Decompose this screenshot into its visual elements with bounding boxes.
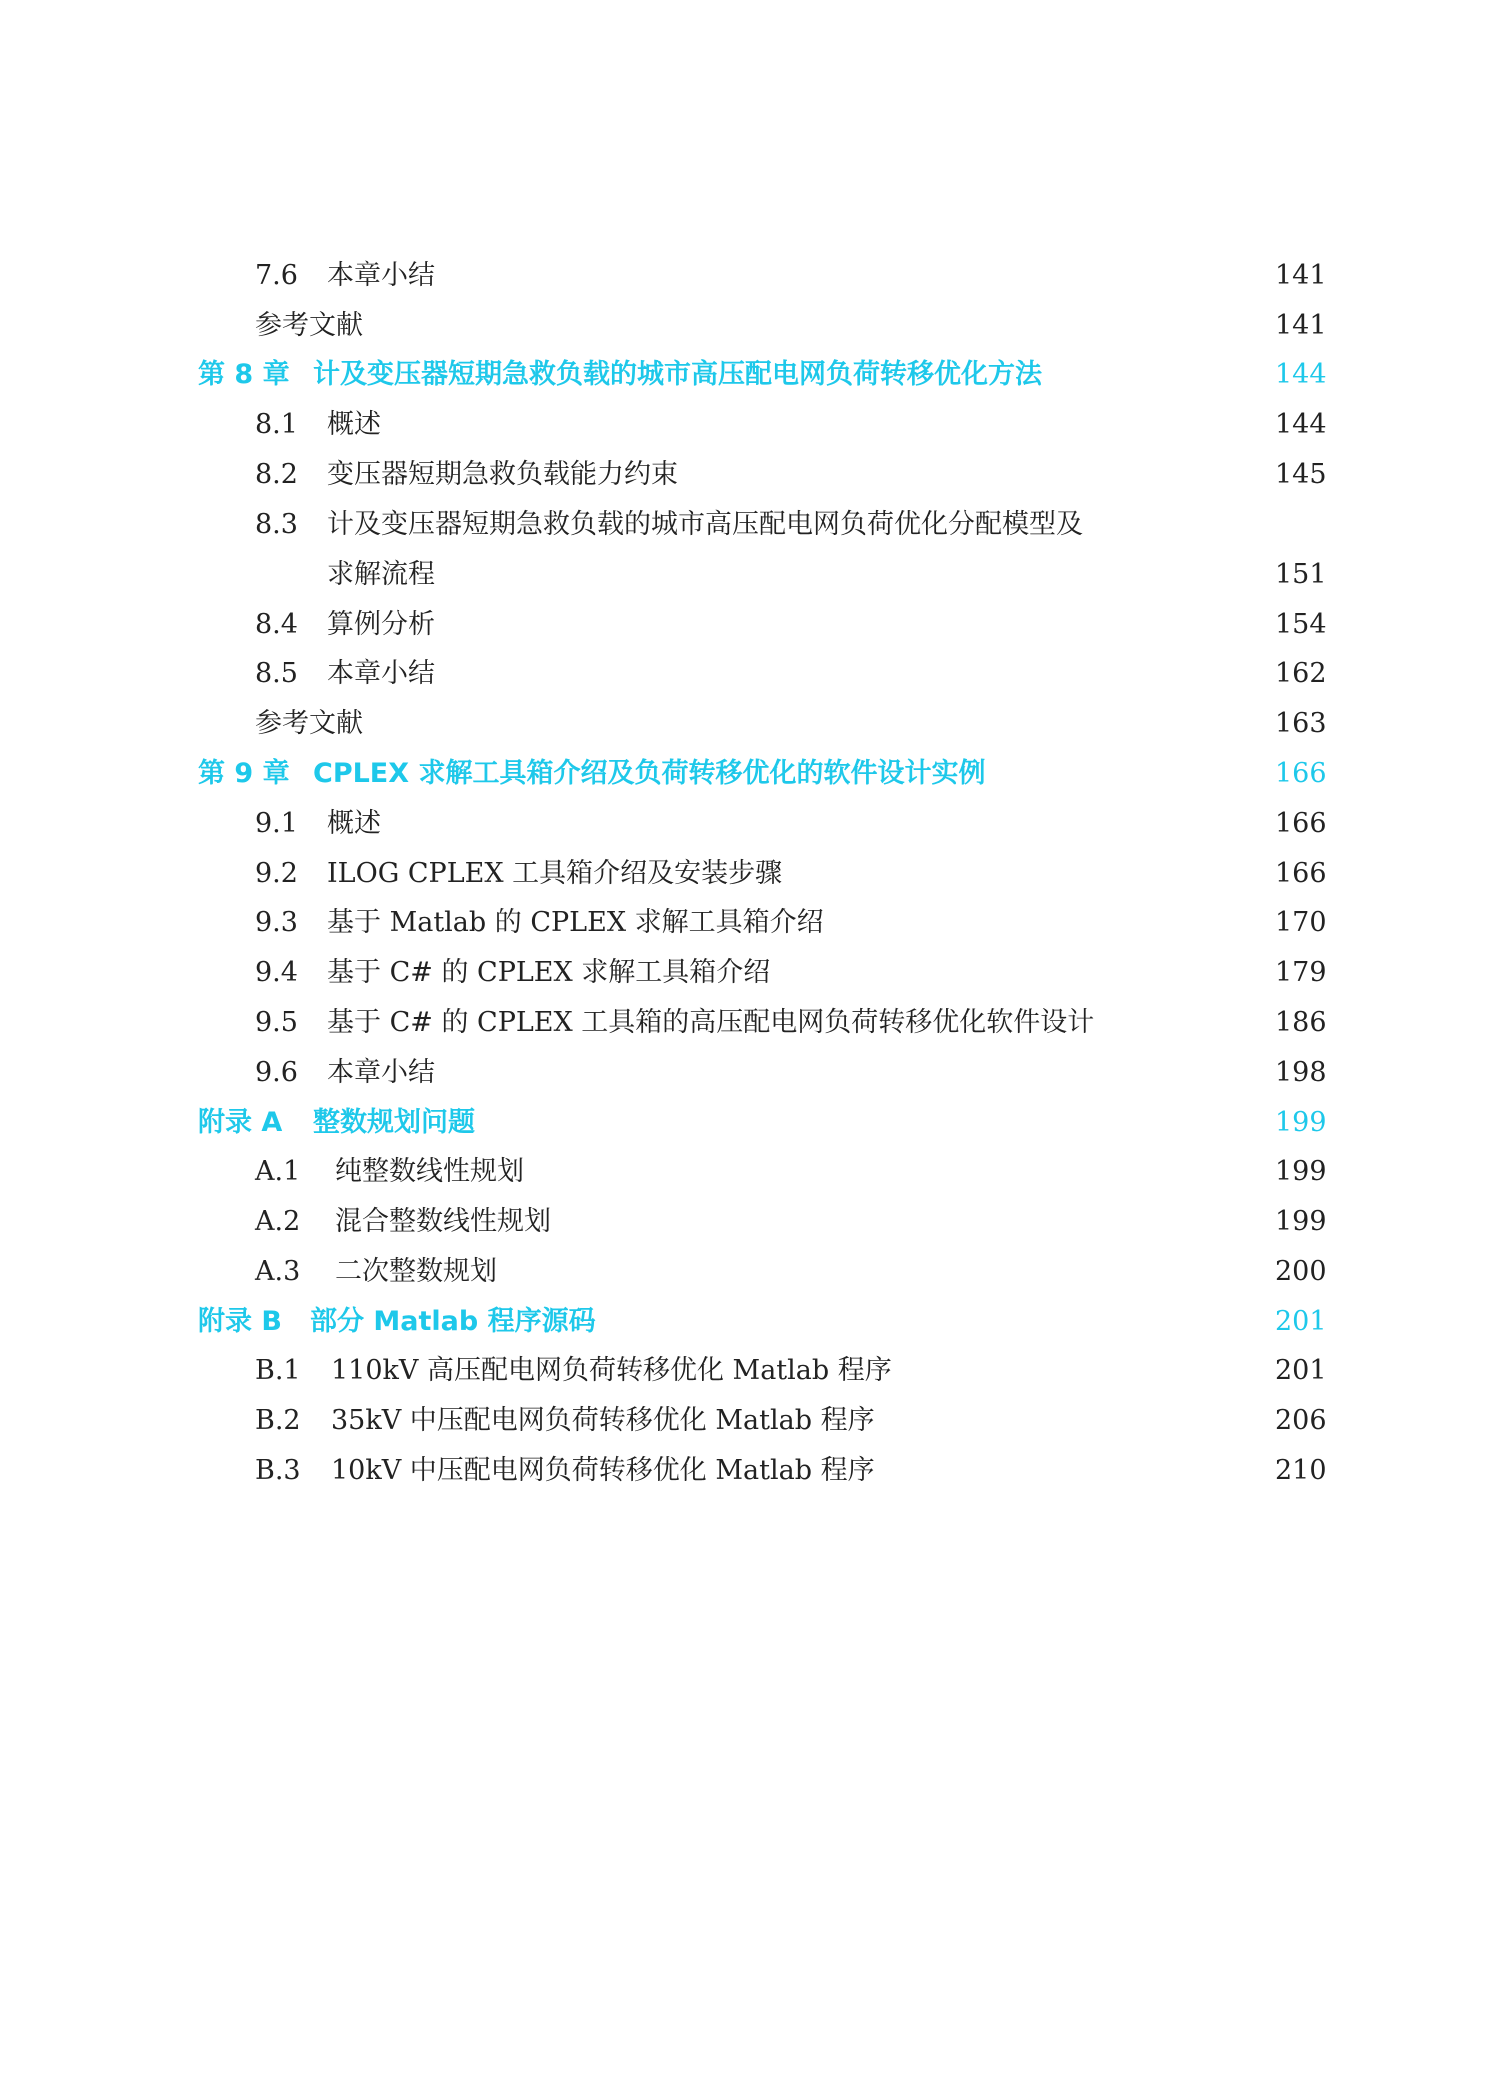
page-number: 200 — [1275, 1256, 1327, 1287]
section-number: 8.3 — [255, 509, 298, 540]
section-number: 9.2 — [255, 858, 298, 889]
leader-dots — [606, 1299, 1259, 1345]
section-number: A.1 — [255, 1156, 301, 1187]
section-number: 9.6 — [255, 1057, 298, 1088]
section-number: 8.5 — [255, 658, 298, 689]
toc-entry-b-1[interactable] — [255, 1348, 1327, 1394]
page-number: 141 — [1275, 310, 1327, 341]
page-number: 166 — [1275, 758, 1327, 789]
toc-entry-8-5[interactable] — [255, 651, 1327, 697]
toc-entry-9-6[interactable] — [255, 1050, 1327, 1096]
toc-entry-b-2[interactable] — [255, 1398, 1327, 1444]
leader-dots — [445, 552, 1259, 598]
leader-dots — [445, 651, 1259, 697]
toc-entry-9-4[interactable] — [255, 950, 1327, 996]
section-title: 参考文献 — [255, 708, 363, 739]
section-title: 本章小结 — [327, 658, 435, 689]
leader-dots — [1104, 1000, 1259, 1046]
leader-dots — [792, 851, 1259, 897]
chapter-title: 整数规划问题 — [313, 1107, 475, 1138]
section-title: 110kV 高压配电网负荷转移优化 Matlab 程序 — [331, 1355, 892, 1386]
toc-entry-a-2[interactable] — [255, 1199, 1327, 1245]
page-number: 206 — [1275, 1405, 1327, 1436]
section-number: 9.5 — [255, 1007, 298, 1038]
page-number: 151 — [1275, 559, 1327, 590]
chapter-number: 第 9 章 — [198, 758, 290, 789]
chapter-number: 附录 A — [198, 1107, 283, 1138]
leader-dots — [373, 303, 1259, 349]
section-number: 8.2 — [255, 459, 298, 490]
leader-dots — [834, 900, 1259, 946]
toc-chapter-9[interactable] — [198, 751, 1327, 797]
toc-entry-references-ch7[interactable] — [255, 303, 1327, 349]
toc-entry-9-2[interactable] — [255, 851, 1327, 897]
section-number: 8.4 — [255, 609, 298, 640]
toc-entry-9-1[interactable] — [255, 801, 1327, 847]
toc-entry-8-4[interactable] — [255, 602, 1327, 648]
page-number: 210 — [1275, 1455, 1327, 1486]
toc-appendix-a[interactable] — [198, 1100, 1327, 1146]
toc-entry-8-3-continuation[interactable] — [327, 552, 1327, 598]
page-number: 144 — [1275, 359, 1327, 390]
page-number: 201 — [1275, 1306, 1327, 1337]
section-title: 概述 — [327, 409, 381, 440]
toc-entry-8-2[interactable] — [255, 452, 1327, 498]
section-title: 二次整数规划 — [335, 1256, 497, 1287]
toc-entry-a-1[interactable] — [255, 1149, 1327, 1195]
page-number: 162 — [1275, 658, 1327, 689]
section-number: 9.3 — [255, 907, 298, 938]
section-number: 9.1 — [255, 808, 298, 839]
page-number: 198 — [1275, 1057, 1327, 1088]
section-title: 基于 C# 的 CPLEX 求解工具箱介绍 — [327, 957, 771, 988]
page-number: 170 — [1275, 907, 1327, 938]
section-number: A.2 — [255, 1206, 301, 1237]
page-number: 141 — [1275, 260, 1327, 291]
section-title: 10kV 中压配电网负荷转移优化 Matlab 程序 — [331, 1455, 875, 1486]
leader-dots — [995, 751, 1259, 797]
chapter-title: 部分 Matlab 程序源码 — [310, 1306, 596, 1337]
leader-dots — [485, 1100, 1259, 1146]
section-title: 参考文献 — [255, 310, 363, 341]
section-title: ILOG CPLEX 工具箱介绍及安装步骤 — [327, 858, 783, 889]
toc-entry-8-1[interactable] — [255, 402, 1327, 448]
page-number: 163 — [1275, 708, 1327, 739]
section-title: 概述 — [327, 808, 381, 839]
leader-dots — [391, 801, 1259, 847]
section-number: A.3 — [255, 1256, 301, 1287]
leader-dots — [507, 1249, 1259, 1295]
toc-entry-8-3[interactable] — [255, 502, 1321, 548]
section-title: 本章小结 — [327, 1057, 435, 1088]
section-number: 7.6 — [255, 260, 298, 291]
page-number: 154 — [1275, 609, 1327, 640]
leader-dots — [445, 1050, 1259, 1096]
leader-dots — [561, 1199, 1259, 1245]
toc-entry-references-ch8[interactable] — [255, 701, 1327, 747]
chapter-number: 附录 B — [198, 1306, 282, 1337]
section-title: 算例分析 — [327, 609, 435, 640]
chapter-title: CPLEX 求解工具箱介绍及负荷转移优化的软件设计实例 — [313, 758, 986, 789]
page-number: 145 — [1275, 459, 1327, 490]
leader-dots — [1052, 352, 1259, 398]
chapter-title: 计及变压器短期急救负载的城市高压配电网负荷转移优化方法 — [313, 359, 1042, 390]
section-number: 8.1 — [255, 409, 298, 440]
section-title: 计及变压器短期急救负载的城市高压配电网负荷优化分配模型及 — [327, 509, 1083, 540]
page-number: 166 — [1275, 858, 1327, 889]
toc-entry-a-3[interactable] — [255, 1249, 1327, 1295]
page-number: 199 — [1275, 1107, 1327, 1138]
section-title: 35kV 中压配电网负荷转移优化 Matlab 程序 — [331, 1405, 875, 1436]
section-number: B.2 — [255, 1405, 301, 1436]
leader-dots — [902, 1348, 1259, 1394]
section-title: 纯整数线性规划 — [335, 1156, 524, 1187]
section-number: 9.4 — [255, 957, 298, 988]
page-number: 199 — [1275, 1206, 1327, 1237]
section-number: B.1 — [255, 1355, 301, 1386]
leader-dots — [445, 253, 1259, 299]
page-number: 166 — [1275, 808, 1327, 839]
section-title: 变压器短期急救负载能力约束 — [327, 459, 678, 490]
leader-dots — [885, 1398, 1259, 1444]
page-number: 179 — [1275, 957, 1327, 988]
leader-dots — [445, 602, 1259, 648]
section-number: B.3 — [255, 1455, 301, 1486]
leader-dots — [780, 950, 1259, 996]
section-title: 求解流程 — [327, 559, 435, 590]
page-number: 201 — [1275, 1355, 1327, 1386]
leader-dots — [373, 701, 1259, 747]
section-title: 本章小结 — [327, 260, 435, 291]
page-number: 186 — [1275, 1007, 1327, 1038]
toc-entry-9-3[interactable] — [255, 900, 1327, 946]
chapter-number: 第 8 章 — [198, 359, 290, 390]
section-title: 混合整数线性规划 — [335, 1206, 551, 1237]
page-number: 144 — [1275, 409, 1327, 440]
leader-dots — [885, 1448, 1259, 1494]
leader-dots — [391, 402, 1259, 448]
leader-dots — [534, 1149, 1259, 1195]
leader-dots — [688, 452, 1259, 498]
toc-appendix-b[interactable] — [198, 1299, 1327, 1345]
toc-entry-7-6[interactable] — [255, 253, 1327, 299]
page-number: 199 — [1275, 1156, 1327, 1187]
toc-entry-b-3[interactable] — [255, 1448, 1327, 1494]
section-title: 基于 C# 的 CPLEX 工具箱的高压配电网负荷转移优化软件设计 — [327, 1007, 1095, 1038]
toc-entry-9-5[interactable] — [255, 1000, 1327, 1046]
section-title: 基于 Matlab 的 CPLEX 求解工具箱介绍 — [327, 907, 824, 938]
toc-chapter-8[interactable] — [198, 352, 1327, 398]
